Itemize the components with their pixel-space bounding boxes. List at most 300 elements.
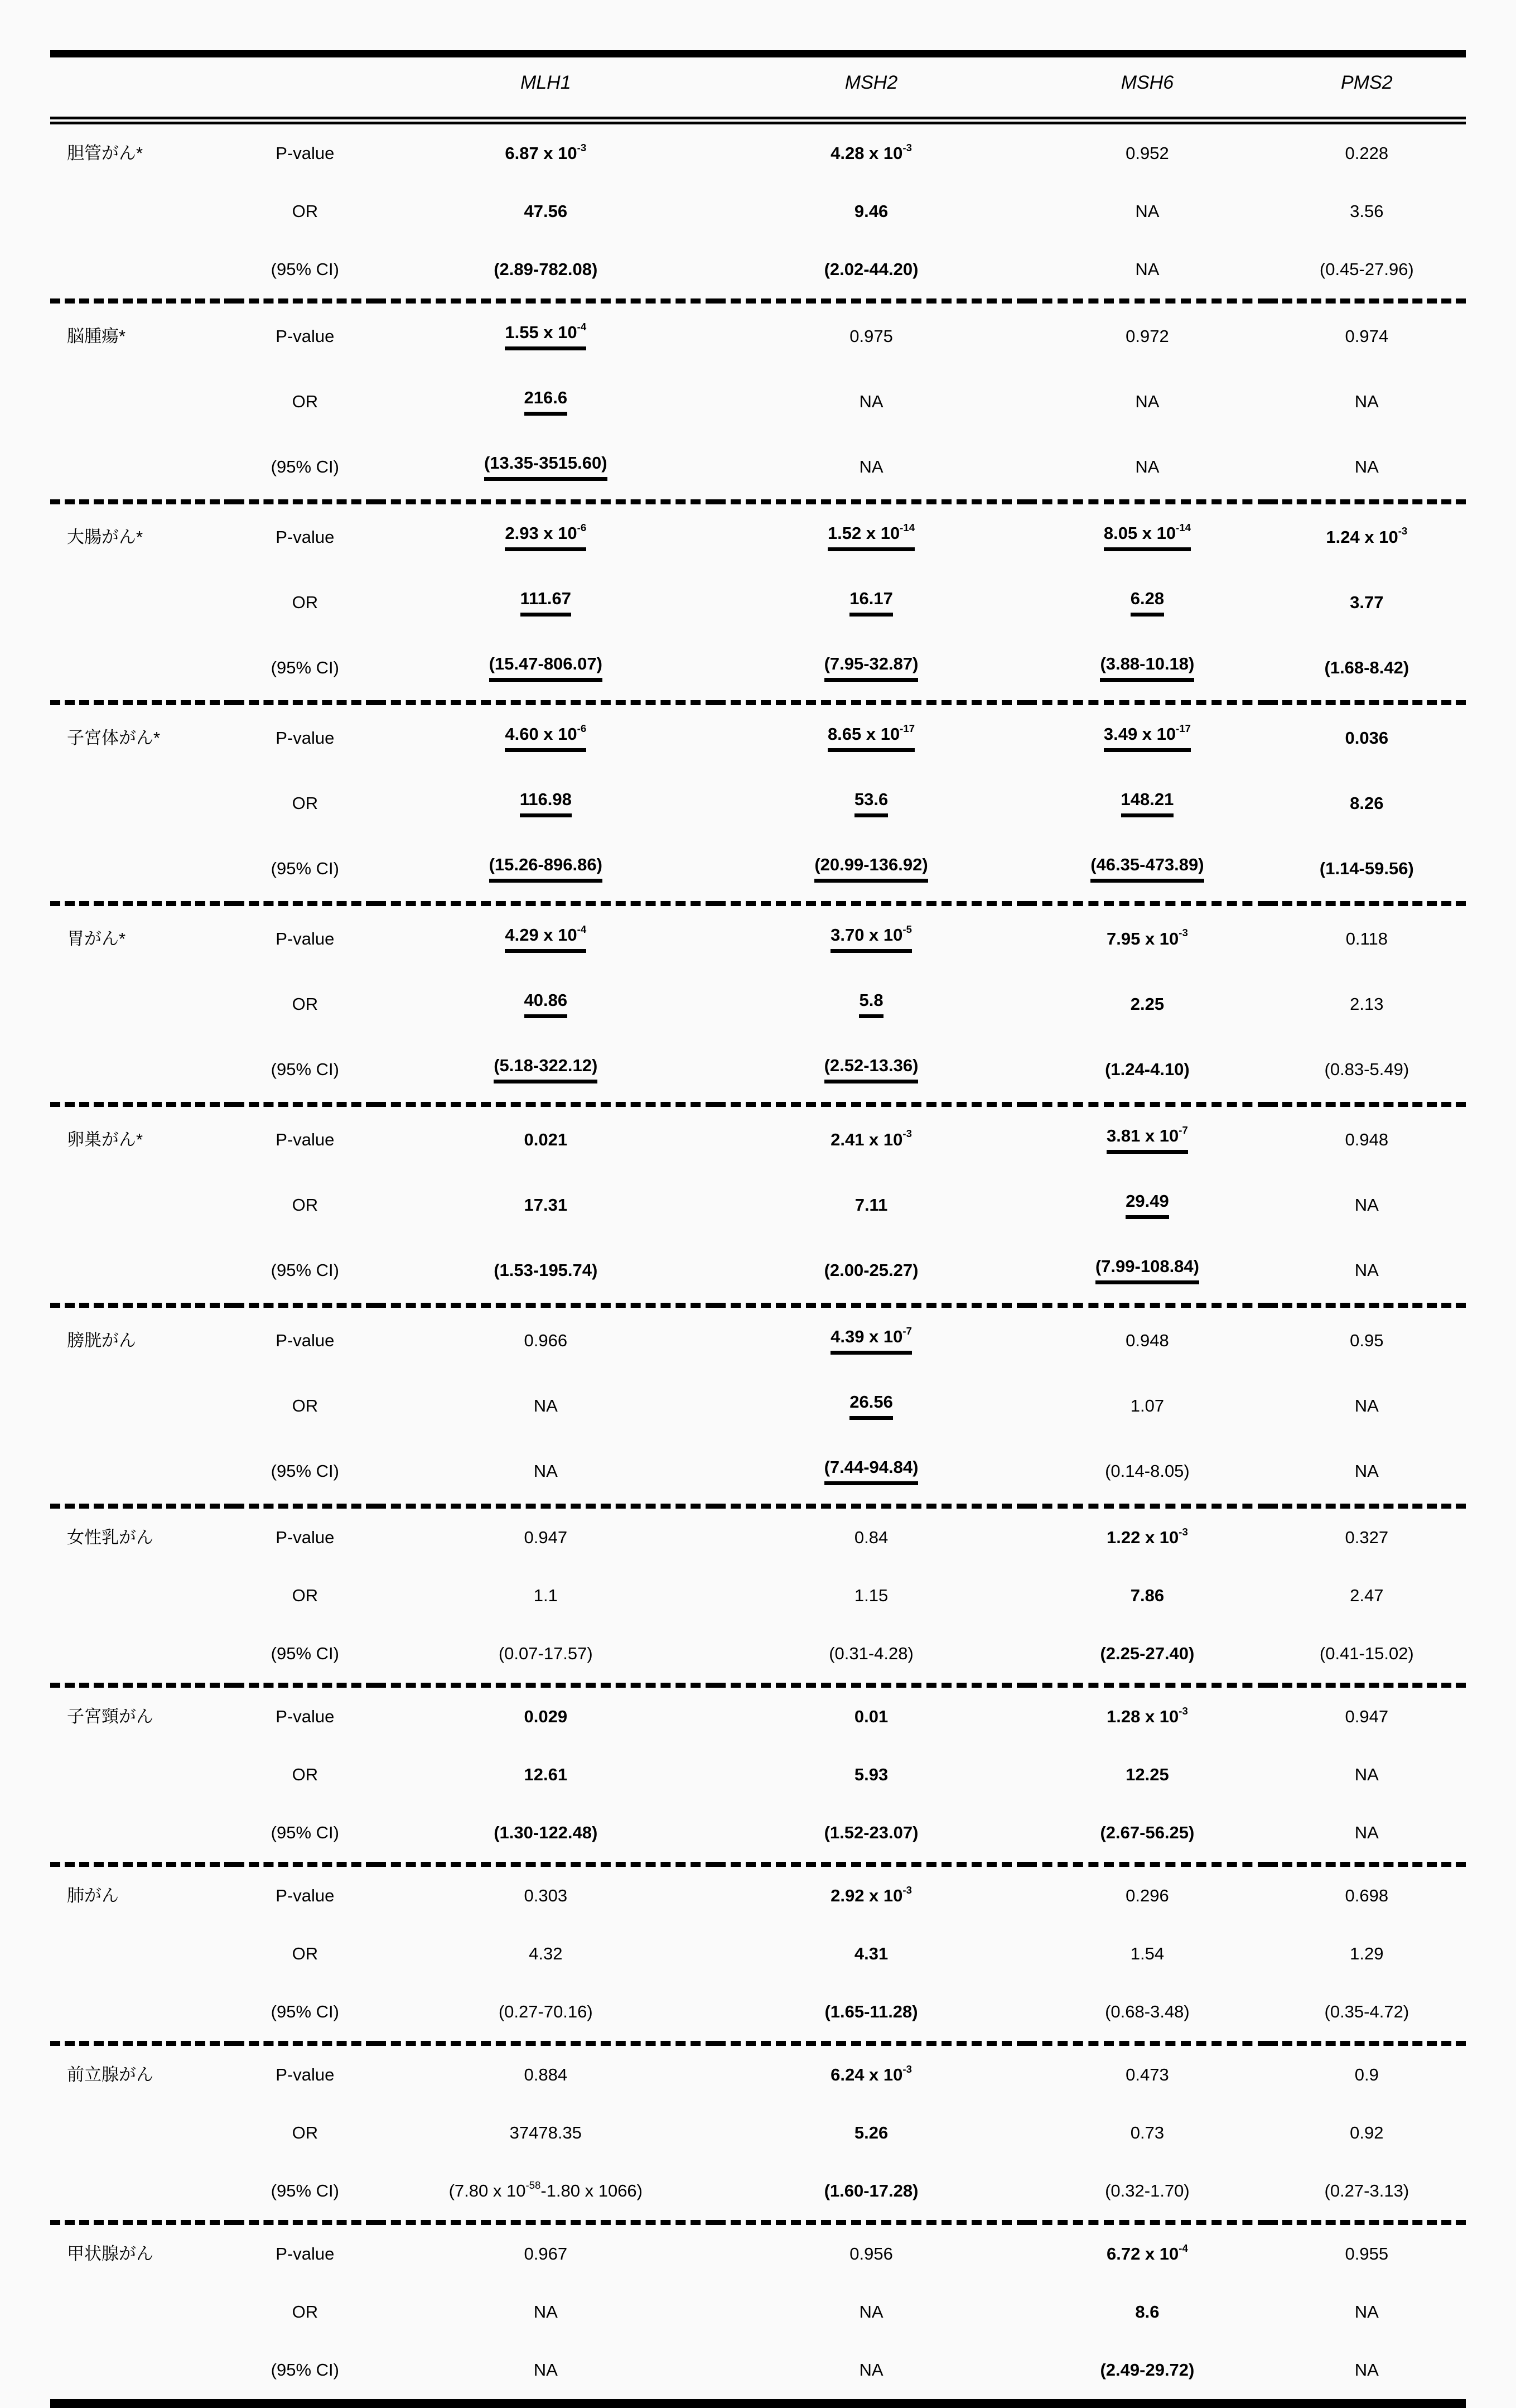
cell-value	[1135, 391, 1159, 412]
value-cell	[376, 2162, 716, 2223]
cell-value	[489, 653, 602, 682]
value-text: 1.54	[1130, 1944, 1165, 1963]
value-text: (2.89-782.08)	[494, 259, 598, 279]
row-label: (95% CI)	[271, 259, 339, 279]
value-cell	[376, 2341, 716, 2404]
cell-value	[1350, 793, 1383, 814]
row-label: P-value	[234, 2223, 376, 2284]
value-text: 0.947	[524, 1528, 568, 1547]
cell-value	[854, 1764, 888, 1785]
cell-value	[829, 1643, 914, 1664]
value-text: (1.52-23.07)	[824, 1823, 919, 1842]
value-cell	[1268, 2162, 1466, 2223]
cancer-group	[50, 301, 1466, 502]
value-cell	[376, 1438, 716, 1506]
value-cell	[1268, 570, 1466, 635]
value-text: (1.60-17.28)	[824, 2181, 919, 2200]
cell-value	[814, 854, 928, 883]
value-cell	[1027, 770, 1267, 836]
row-label: (95% CI)	[271, 2002, 339, 2021]
table-row	[50, 1625, 1466, 1685]
value-cell	[376, 1983, 716, 2044]
cancer-group	[50, 121, 1466, 301]
row-label: P-value	[234, 1506, 376, 1567]
cell-value	[1100, 1643, 1194, 1664]
value-cell	[376, 1172, 716, 1237]
value-text: 2.47	[1350, 1586, 1384, 1605]
value-cell	[716, 1983, 1027, 2044]
cell-value	[1095, 1256, 1199, 1284]
table-row	[50, 1438, 1466, 1506]
value-text: 1.22 x 10	[1107, 1528, 1179, 1547]
cell-value	[1135, 259, 1159, 280]
table-row	[50, 240, 1466, 301]
cell-value	[1126, 2064, 1169, 2086]
cell-value	[824, 653, 919, 682]
cell-value	[520, 588, 571, 617]
value-text: 12.61	[524, 1765, 568, 1784]
value-text: 0.952	[1126, 143, 1169, 163]
value-cell	[1027, 2341, 1267, 2404]
table-row	[50, 1685, 1466, 1746]
row-label: P-value	[234, 1685, 376, 1746]
value-cell	[1268, 1746, 1466, 1804]
value-cell	[716, 1438, 1027, 1506]
row-label: OR	[292, 1195, 318, 1215]
table-row	[50, 1506, 1466, 1567]
value-cell	[716, 301, 1027, 369]
value-text: 16.17	[849, 589, 893, 608]
cell-value	[1355, 2064, 1379, 2086]
cell-value	[831, 1885, 912, 1906]
cell-value	[849, 2243, 893, 2265]
cell-value	[854, 1943, 888, 1964]
row-label: (95% CI)	[271, 1260, 339, 1280]
cancer-group	[50, 904, 1466, 1105]
cancer-name	[50, 836, 234, 904]
value-text: 0.228	[1345, 143, 1389, 163]
value-text: 1.1	[533, 1586, 558, 1605]
value-cell	[376, 1567, 716, 1625]
cell-value	[1320, 858, 1414, 879]
value-text: (1.14-59.56)	[1319, 858, 1414, 878]
cell-value	[1105, 2001, 1190, 2022]
table-row	[50, 301, 1466, 369]
cell-value	[1345, 1885, 1389, 1906]
row-label: OR	[292, 793, 318, 813]
value-exponent: -14	[1176, 521, 1191, 533]
cancer-name: 膀胱がん	[50, 1306, 234, 1374]
value-text: 37478.35	[509, 2123, 582, 2142]
value-cell	[376, 2283, 716, 2341]
value-cell	[716, 1105, 1027, 1173]
value-exponent: -7	[902, 1325, 912, 1337]
value-text: 0.92	[1350, 2123, 1384, 2142]
value-cell	[716, 2223, 1027, 2284]
cancer-name: 脳腫瘍*	[50, 301, 234, 369]
cell-value	[1355, 1195, 1379, 1216]
row-label: P-value	[234, 301, 376, 369]
value-cell	[1027, 369, 1267, 434]
value-text: 7.95 x 10	[1107, 928, 1179, 948]
value-text: NA	[1135, 391, 1160, 411]
cell-value	[534, 1395, 558, 1417]
cancer-name	[50, 971, 234, 1037]
cell-value	[831, 1326, 912, 1355]
value-text: NA	[1354, 456, 1379, 476]
cell-value	[1345, 326, 1389, 347]
value-cell	[716, 2104, 1027, 2162]
cancer-group	[50, 2223, 1466, 2404]
cancer-group	[50, 1105, 1466, 1306]
cell-value	[828, 523, 915, 551]
value-text: 8.26	[1350, 793, 1384, 813]
value-cell	[1027, 1105, 1267, 1173]
value-text: (3.88-10.18)	[1100, 654, 1195, 673]
value-text: 3.81 x 10	[1107, 1126, 1179, 1145]
cell-value	[1107, 1706, 1188, 1727]
row-label: OR	[292, 592, 318, 612]
value-cell	[716, 182, 1027, 240]
value-text: NA	[859, 456, 883, 476]
cell-value	[824, 1260, 919, 1281]
value-text: (7.95-32.87)	[824, 654, 919, 673]
row-label: OR	[292, 1395, 318, 1415]
row-label: (95% CI)	[271, 1059, 339, 1079]
cell-value	[524, 1129, 568, 1150]
value-cell	[716, 434, 1027, 502]
value-text: 3.77	[1350, 592, 1384, 612]
cancer-group	[50, 1506, 1466, 1685]
value-cell	[716, 1306, 1027, 1374]
value-cell	[376, 2104, 716, 2162]
value-text: (0.68-3.48)	[1105, 2002, 1190, 2021]
cell-value	[831, 2064, 912, 2086]
value-cell	[1027, 1037, 1267, 1105]
value-cell	[716, 971, 1027, 1037]
row-label: P-value	[234, 1865, 376, 1925]
value-text: (0.14-8.05)	[1105, 1461, 1190, 1481]
value-text: 2.13	[1350, 994, 1384, 1014]
value-cell	[376, 770, 716, 836]
cancer-name: 胃がん*	[50, 904, 234, 972]
value-text: 1.55 x 10	[505, 322, 577, 342]
row-label: (95% CI)	[271, 657, 339, 677]
table-row	[50, 1746, 1466, 1804]
value-cell	[376, 2044, 716, 2104]
cell-value	[494, 1055, 597, 1083]
value-text-post: -1.80 x 1066)	[540, 2181, 643, 2200]
value-cell	[1027, 121, 1267, 182]
cell-value	[859, 2301, 883, 2323]
value-cell	[1027, 1983, 1267, 2044]
table-row	[50, 1804, 1466, 1865]
table-row	[50, 2283, 1466, 2341]
value-cell	[716, 2044, 1027, 2104]
value-text: NA	[1354, 391, 1379, 411]
cancer-name	[50, 1983, 234, 2044]
cell-value	[1320, 259, 1414, 280]
value-cell	[1268, 703, 1466, 771]
value-text: 1.29	[1350, 1944, 1384, 1963]
cell-value	[524, 1195, 568, 1216]
cell-value	[1325, 2001, 1409, 2022]
value-exponent: -3	[902, 1884, 912, 1896]
value-cell	[1268, 1506, 1466, 1567]
cell-value	[824, 2180, 919, 2202]
value-text: 0.955	[1345, 2244, 1389, 2263]
value-text: 0.327	[1345, 1528, 1389, 1547]
value-cell	[1027, 1925, 1267, 1983]
cell-value	[831, 924, 912, 953]
cell-value	[1350, 1330, 1383, 1351]
cell-value	[505, 143, 586, 164]
cell-value	[1326, 527, 1407, 548]
cell-value	[1355, 391, 1379, 412]
value-cell	[1027, 2044, 1267, 2104]
value-cell	[1268, 1037, 1466, 1105]
value-text: (0.41-15.02)	[1319, 1644, 1414, 1663]
value-cell	[1027, 1438, 1267, 1506]
value-exponent: -14	[900, 521, 915, 533]
value-cell	[716, 570, 1027, 635]
cell-value	[1105, 2180, 1190, 2202]
cell-value	[1131, 588, 1164, 617]
value-exponent: -17	[900, 722, 915, 734]
cell-value	[1126, 1191, 1169, 1219]
cell-value	[1100, 1822, 1194, 1843]
value-cell	[1268, 1105, 1466, 1173]
cell-value	[824, 1822, 919, 1843]
value-cell	[1268, 1804, 1466, 1865]
table-row	[50, 1373, 1466, 1438]
value-text: 1.28 x 10	[1107, 1707, 1179, 1726]
cell-value	[1350, 2122, 1383, 2144]
value-text: (15.26-896.86)	[489, 855, 602, 874]
value-cell	[716, 369, 1027, 434]
value-text: NA	[1354, 2360, 1379, 2380]
value-cell	[716, 770, 1027, 836]
cancer-group	[50, 703, 1466, 904]
value-text: (0.27-70.16)	[498, 2002, 593, 2021]
cell-value	[1131, 994, 1164, 1015]
value-text: 0.967	[524, 2244, 568, 2263]
row-label: (95% CI)	[271, 456, 339, 476]
table-row	[50, 1237, 1466, 1306]
cell-value	[824, 2001, 918, 2022]
row-label: OR	[292, 201, 318, 221]
value-text: NA	[1135, 259, 1160, 279]
cell-value	[854, 1585, 888, 1606]
cell-value	[1126, 1764, 1169, 1785]
value-text: NA	[533, 1461, 558, 1481]
cancer-name	[50, 1373, 234, 1438]
cell-value	[505, 523, 586, 551]
cell-value	[534, 1585, 558, 1606]
value-text: 40.86	[524, 990, 568, 1010]
cell-value	[1126, 1885, 1169, 1906]
value-text: (0.83-5.49)	[1324, 1059, 1409, 1079]
table-row	[50, 369, 1466, 434]
cell-value	[499, 1643, 593, 1664]
value-text: 2.25	[1130, 994, 1165, 1014]
value-cell	[716, 1804, 1027, 1865]
row-label: (95% CI)	[271, 1461, 339, 1481]
association-results-table	[50, 50, 1466, 2408]
row-label: P-value	[234, 703, 376, 771]
cell-value	[524, 1527, 568, 1548]
value-text: 0.296	[1126, 1886, 1169, 1905]
cell-value	[859, 456, 883, 478]
value-cell	[716, 1037, 1027, 1105]
value-exponent: -3	[577, 141, 587, 153]
cell-value	[1350, 201, 1383, 222]
cell-value	[524, 2064, 568, 2086]
cell-value	[1104, 523, 1191, 551]
cell-value	[831, 143, 912, 164]
cancer-name	[50, 1925, 234, 1983]
value-text: 0.947	[1345, 1707, 1389, 1726]
value-text: 0.948	[1126, 1330, 1169, 1350]
value-text: 9.46	[854, 201, 889, 221]
cancer-name: 女性乳がん	[50, 1506, 234, 1567]
cell-value	[1121, 789, 1174, 817]
value-text: 0.118	[1345, 928, 1388, 948]
cell-value	[1350, 1585, 1383, 1606]
cell-value	[854, 201, 888, 222]
value-cell	[376, 635, 716, 703]
cancer-name: 子宮体がん*	[50, 703, 234, 771]
value-cell	[376, 1685, 716, 1746]
table-header	[50, 54, 1466, 121]
value-text: (7.99-108.84)	[1095, 1256, 1199, 1276]
cancer-name: 卵巣がん*	[50, 1105, 234, 1173]
cell-value	[1135, 456, 1159, 478]
value-text: 116.98	[519, 789, 572, 809]
cell-value	[505, 924, 586, 953]
cell-value	[849, 326, 893, 347]
value-text: NA	[1354, 1765, 1379, 1784]
value-cell	[1268, 1685, 1466, 1746]
cancer-name	[50, 1438, 234, 1506]
value-cell	[376, 570, 716, 635]
value-cell	[1268, 1865, 1466, 1925]
value-text: 5.8	[859, 990, 883, 1010]
value-text: 4.28 x 10	[831, 143, 903, 163]
cell-value	[1131, 1585, 1164, 1606]
table-row	[50, 703, 1466, 771]
value-cell	[1268, 301, 1466, 369]
value-text: 4.32	[529, 1944, 563, 1963]
cancer-name	[50, 1625, 234, 1685]
value-text: 6.24 x 10	[831, 2065, 903, 2084]
value-cell	[376, 434, 716, 502]
cell-value	[505, 724, 586, 752]
cancer-group	[50, 1865, 1466, 2044]
row-label: OR	[292, 2302, 318, 2322]
cell-value	[859, 990, 883, 1018]
cell-value	[859, 391, 883, 412]
value-text: 0.884	[524, 2065, 568, 2084]
cancer-name	[50, 1804, 234, 1865]
table-row	[50, 836, 1466, 904]
cancer-name	[50, 1037, 234, 1105]
value-cell	[1027, 502, 1267, 570]
value-cell	[716, 2162, 1027, 2223]
cancer-name	[50, 2283, 234, 2341]
value-text: 7.11	[854, 1195, 888, 1215]
cell-value	[1105, 1461, 1190, 1482]
table-row	[50, 1306, 1466, 1374]
value-cell	[1268, 971, 1466, 1037]
value-text: 4.60 x 10	[505, 724, 577, 744]
value-text: 1.07	[1130, 1395, 1165, 1415]
value-cell	[1268, 2104, 1466, 2162]
value-text: 8.65 x 10	[827, 724, 900, 744]
cancer-name: 大腸がん*	[50, 502, 234, 570]
value-cell	[1027, 1506, 1267, 1567]
cell-value	[1126, 326, 1169, 347]
value-text: 2.93 x 10	[505, 523, 577, 543]
table-row	[50, 971, 1466, 1037]
table-row	[50, 502, 1466, 570]
row-label: (95% CI)	[271, 1644, 339, 1663]
value-cell	[1027, 1685, 1267, 1746]
cell-value	[524, 201, 568, 222]
value-cell	[376, 1237, 716, 1306]
value-text: (1.65-11.28)	[824, 2002, 918, 2021]
value-text: NA	[533, 1395, 558, 1415]
value-text: NA	[859, 2302, 883, 2322]
value-exponent: -6	[577, 722, 587, 734]
value-cell	[376, 301, 716, 369]
row-label: (95% CI)	[271, 858, 339, 878]
value-text: (46.35-473.89)	[1090, 855, 1204, 874]
value-cell	[1027, 703, 1267, 771]
value-cell	[1027, 1804, 1267, 1865]
table-row	[50, 2223, 1466, 2284]
value-cell	[1268, 904, 1466, 972]
cancer-name	[50, 1237, 234, 1306]
value-cell	[376, 836, 716, 904]
value-cell	[1268, 369, 1466, 434]
value-cell	[1027, 1625, 1267, 1685]
value-text: (5.18-322.12)	[494, 1056, 598, 1075]
cell-value	[534, 2301, 558, 2323]
value-cell	[1027, 904, 1267, 972]
value-text: (7.44-94.84)	[824, 1457, 919, 1477]
cancer-name	[50, 369, 234, 434]
value-cell	[1268, 182, 1466, 240]
value-text: 4.39 x 10	[831, 1327, 903, 1346]
value-cell	[716, 1865, 1027, 1925]
value-cell	[376, 1037, 716, 1105]
cancer-name: 子宮頸がん	[50, 1685, 234, 1746]
value-cell	[1027, 1865, 1267, 1925]
value-cell	[376, 1925, 716, 1983]
row-label: P-value	[276, 143, 335, 163]
value-text: 0.972	[1126, 326, 1169, 346]
value-cell	[376, 369, 716, 434]
value-text: (1.53-195.74)	[494, 1260, 598, 1280]
cell-value	[520, 789, 572, 817]
value-exponent: -58	[525, 2179, 541, 2191]
cell-value	[499, 2001, 593, 2022]
value-cell	[716, 1506, 1027, 1567]
cell-value	[1100, 2359, 1194, 2381]
row-label: OR	[292, 2123, 318, 2142]
cancer-name: 肺がん	[50, 1865, 234, 1925]
